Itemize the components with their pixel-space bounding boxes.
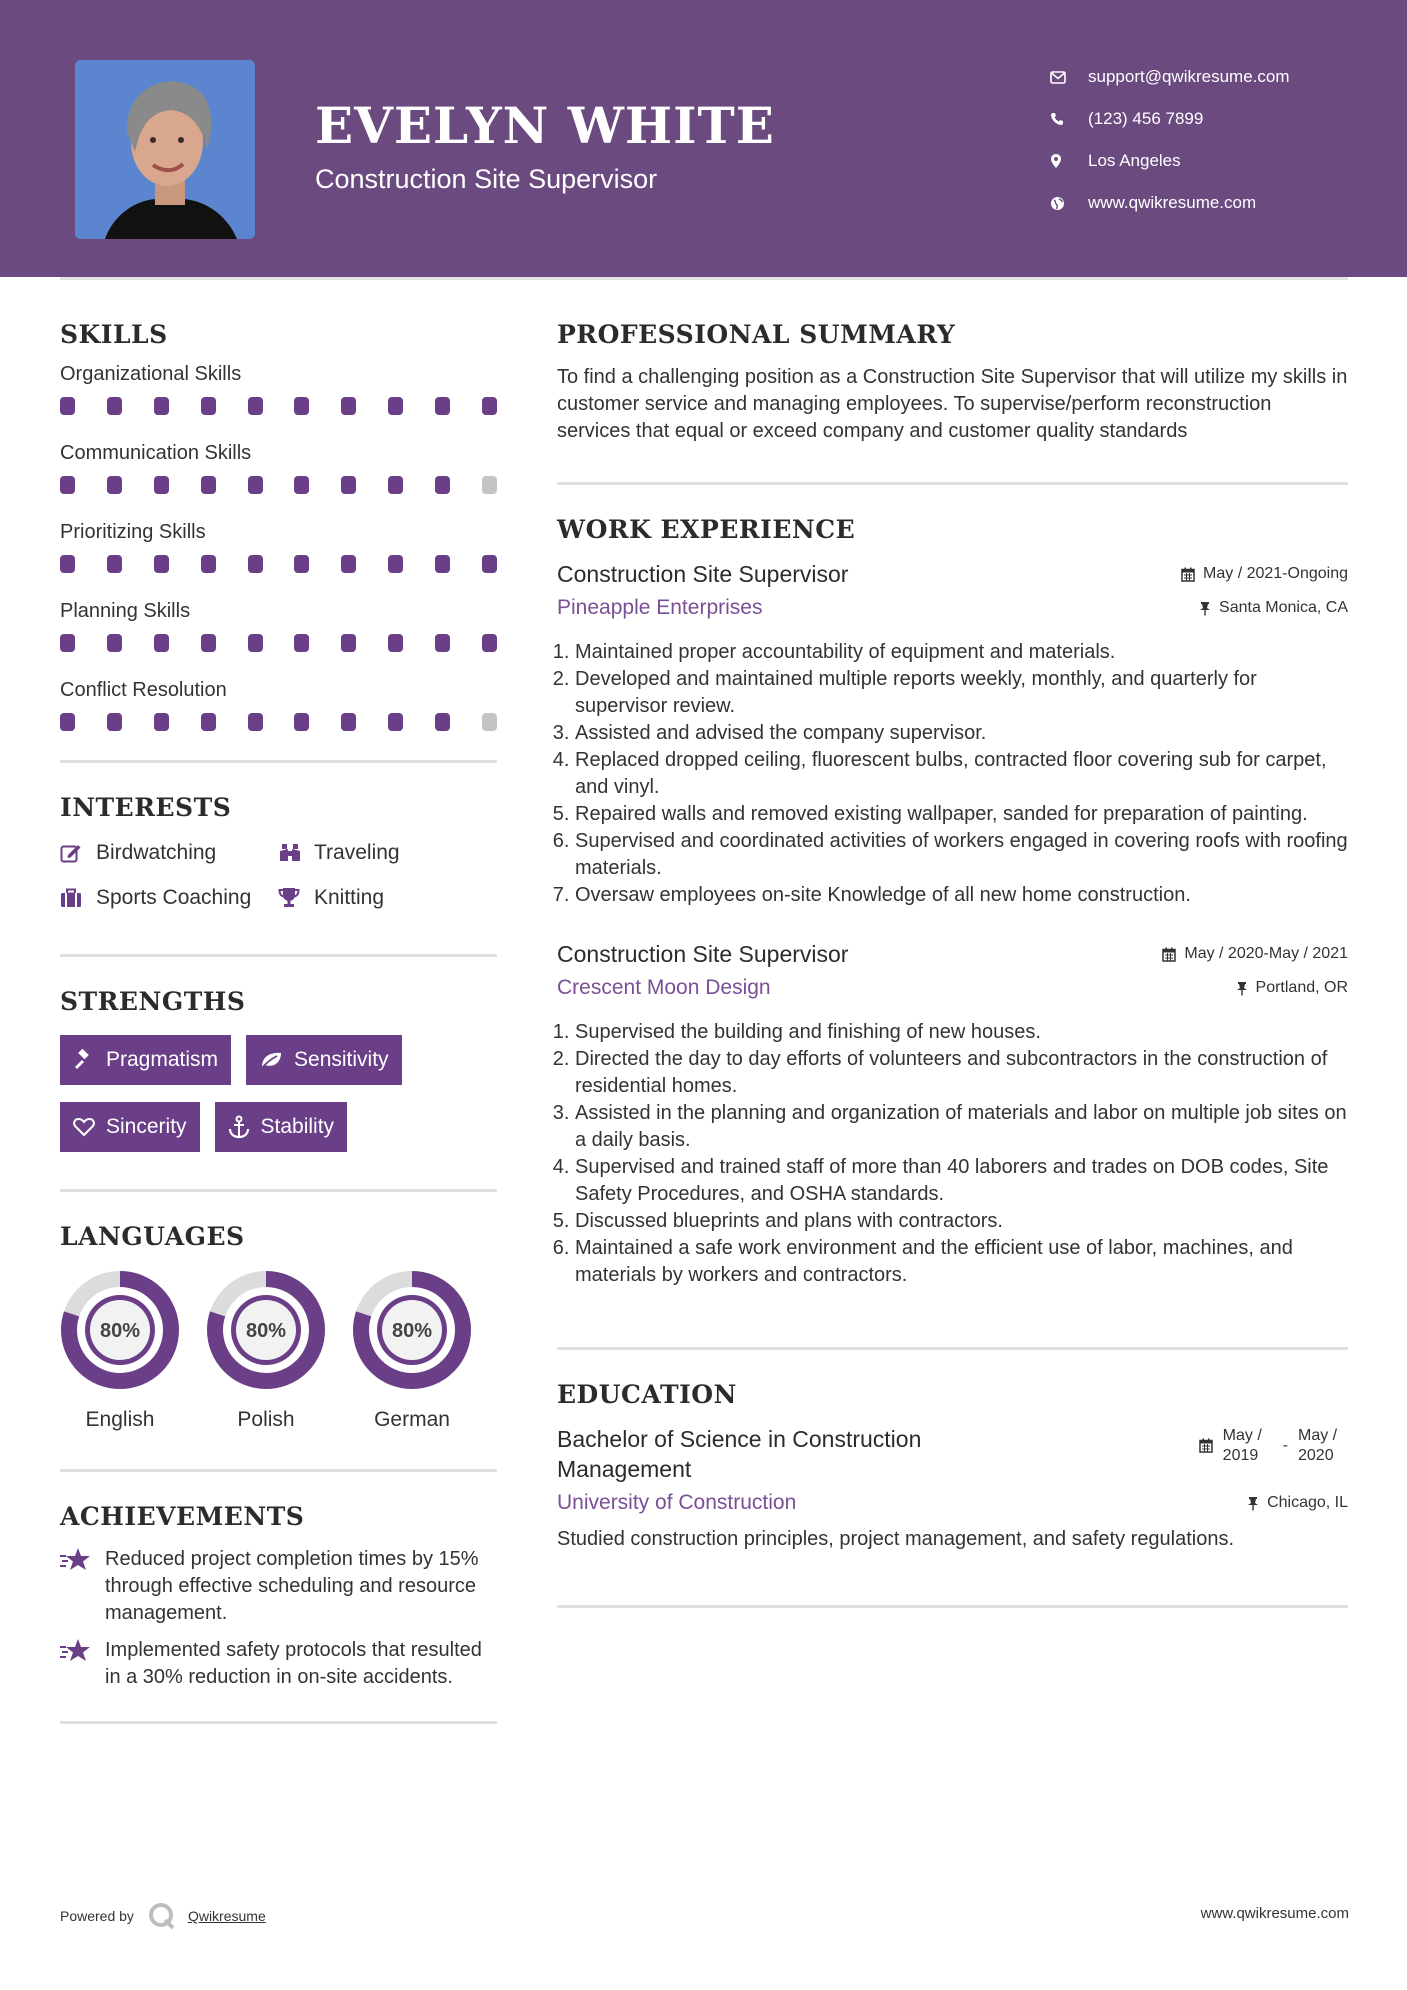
strength-label: Sincerity: [106, 1115, 187, 1138]
degree-title: Bachelor of Science in Construction Management: [557, 1426, 922, 1482]
heart-icon: [73, 1117, 95, 1137]
skill-dot-filled: [60, 555, 75, 573]
skill-dot-filled: [341, 476, 356, 494]
skill-dot-filled: [388, 397, 403, 415]
skill-dot-filled: [294, 555, 309, 573]
language-item: [352, 1270, 472, 1432]
duty-item: 2. Developed and maintained multiple reports weekly, monthly, and quarterly for supervisor review.: [575, 666, 1348, 720]
header-divider: [60, 277, 1348, 280]
section-divider: [60, 1469, 497, 1472]
skill-item: [60, 675, 497, 748]
summary-heading: PROFESSIONAL SUMMARY: [557, 320, 956, 349]
skill-rating: [60, 706, 497, 748]
skill-item: [60, 359, 497, 432]
header-banner: [0, 0, 1407, 277]
skill-rating: [60, 627, 497, 669]
duty-item: 4. Supervised and trained staff of more than 40 laborers and trades on DOB codes, Site Safety Procedures, and OSHA standards.: [575, 1154, 1348, 1208]
skill-dot-filled: [388, 713, 403, 731]
language-donut: [352, 1270, 472, 1390]
education-location-text: Chicago, IL: [1267, 1494, 1348, 1511]
language-percent: 80%: [245, 1320, 287, 1342]
candidate-name: EVELYN WHITE: [315, 96, 775, 155]
phone-icon: [1050, 112, 1088, 126]
skill-dot-filled: [201, 397, 216, 415]
skill-dot-filled: [294, 634, 309, 652]
interest-label: Sports Coaching: [96, 886, 252, 909]
job-location: [1236, 979, 1348, 997]
duty-item: 1. Supervised the building and finishing of new houses.: [575, 1019, 1348, 1046]
section-divider: [557, 482, 1348, 485]
section-divider: [60, 1721, 497, 1724]
candidate-title: Construction Site Supervisor: [315, 164, 658, 194]
star-badge-icon: [60, 1637, 105, 1691]
job-title: Construction Site Supervisor: [557, 941, 849, 967]
skill-dot-filled: [154, 713, 169, 731]
achievements-heading: ACHIEVEMENTS: [60, 1502, 305, 1531]
skill-dot-filled: [60, 634, 75, 652]
calendar-icon: [1199, 1426, 1213, 1453]
education-dates: [1199, 1424, 1348, 1466]
duty-item: 2. Directed the day to day efforts of volunteers and subcontractors in the construction of residential homes.: [575, 1046, 1348, 1100]
skill-dot-filled: [294, 397, 309, 415]
duty-item: 6. Supervised and coordinated activities of workers engaged in covering roofs with roofing materials.: [575, 828, 1348, 882]
achievement-item: [60, 1637, 497, 1691]
skill-dot-filled: [248, 713, 263, 731]
job-dates: [1181, 559, 1348, 583]
pushpin-icon: [1236, 981, 1248, 996]
skill-dot-filled: [60, 397, 75, 415]
job-entry: [557, 939, 1348, 1289]
language-donut: [60, 1270, 180, 1390]
footer-website[interactable]: www.qwikresume.com: [1200, 1905, 1349, 1922]
achievement-text: Implemented safety protocols that resulted in a 30% reduction in on-site accidents.: [105, 1639, 482, 1688]
education-heading: EDUCATION: [557, 1380, 737, 1409]
right-column: [557, 320, 1348, 1608]
gavel-icon: [73, 1049, 95, 1071]
skill-dot-filled: [60, 713, 75, 731]
section-divider: [60, 954, 497, 957]
language-donut: [206, 1270, 326, 1390]
skill-item: [60, 438, 497, 511]
envelope-icon: [1050, 71, 1088, 84]
duty-item: 3. Assisted in the planning and organization of materials and labor on multiple job sites on a daily basis.: [575, 1100, 1348, 1154]
section-divider: [60, 760, 497, 763]
skill-name: Prioritizing Skills: [60, 521, 206, 543]
interest-item: [60, 884, 278, 912]
skill-dot-filled: [388, 476, 403, 494]
skill-dot-filled: [435, 634, 450, 652]
summary-text: To find a challenging position as a Construction Site Supervisor that will utilize my skills in customer service and managing employees. To supervise/perform reconstruction services that equal or exceed company and customer quality standards: [557, 366, 1348, 442]
skill-dot-filled: [248, 555, 263, 573]
language-item: [60, 1270, 180, 1432]
company-name: Pineapple Enterprises: [557, 596, 763, 619]
contact-list: [1050, 56, 1390, 224]
contact-phone[interactable]: [1050, 98, 1390, 140]
interests-heading: INTERESTS: [60, 793, 232, 822]
skill-name: Conflict Resolution: [60, 679, 227, 701]
interests-list: [60, 839, 497, 912]
section-divider: [60, 1189, 497, 1192]
date-separator: -: [1282, 1437, 1288, 1454]
job-dates: [1162, 939, 1348, 963]
duty-item: 3. Assisted and advised the company supervisor.: [575, 720, 1348, 747]
trophy-icon: [278, 887, 314, 909]
skill-rating: [60, 390, 497, 432]
anchor-icon: [228, 1115, 250, 1139]
calendar-icon: [1181, 567, 1195, 582]
pushpin-icon: [1199, 601, 1211, 616]
interest-label: Birdwatching: [96, 841, 217, 864]
contact-website-text: www.qwikresume.com: [1088, 193, 1257, 212]
skills-heading: SKILLS: [60, 320, 168, 349]
skill-dot-filled: [60, 476, 75, 494]
portrait-image: [75, 60, 255, 239]
job-duties: [557, 1019, 1348, 1289]
skill-dot-filled: [248, 476, 263, 494]
contact-location-text: Los Angeles: [1088, 151, 1181, 170]
leaf-icon: [259, 1050, 283, 1070]
pushpin-icon: [1247, 1496, 1259, 1511]
skill-dot-filled: [201, 713, 216, 731]
skill-dot-filled: [107, 397, 122, 415]
achievements-list: [60, 1546, 497, 1691]
skill-dot-filled: [482, 555, 497, 573]
skill-dot-filled: [341, 713, 356, 731]
skill-name: Communication Skills: [60, 442, 252, 464]
duty-item: 4. Replaced dropped ceiling, fluorescent bulbs, contracted floor covering sub for carpet, and vinyl.: [575, 747, 1348, 801]
map-pin-icon: [1050, 153, 1088, 169]
skill-rating: [60, 469, 497, 511]
strength-label: Stability: [260, 1115, 335, 1138]
strength-label: Pragmatism: [106, 1048, 219, 1071]
interest-item: [278, 884, 497, 912]
duty-item: 6. Maintained a safe work environment and the efficient use of labor, machines, and materials by workers and contractors.: [575, 1235, 1348, 1289]
skill-dot-filled: [482, 634, 497, 652]
skill-dot-filled: [201, 634, 216, 652]
skill-dot-filled: [294, 476, 309, 494]
section-divider: [557, 1605, 1348, 1608]
skill-dot-filled: [388, 634, 403, 652]
edit-icon: [60, 843, 96, 863]
strength-chip: [60, 1102, 200, 1152]
skill-dot-filled: [154, 555, 169, 573]
strength-label: Sensitivity: [294, 1048, 389, 1071]
skill-dot-filled: [388, 555, 403, 573]
duty-item: 7. Oversaw employees on-site Knowledge of all new home construction.: [575, 882, 1348, 909]
contact-email-text: support@qwikresume.com: [1088, 67, 1290, 86]
school-name: University of Construction: [557, 1491, 797, 1514]
skill-dot-filled: [341, 634, 356, 652]
skills-list: [60, 359, 497, 748]
skill-dot-filled: [435, 713, 450, 731]
achievement-item: [60, 1546, 497, 1627]
qwikresume-logo-icon: [148, 1902, 176, 1930]
powered-by-label: Powered by: [60, 1908, 134, 1924]
interest-item: [60, 839, 278, 867]
job-location: [1199, 599, 1348, 617]
skill-dot-filled: [154, 397, 169, 415]
skill-dot-filled: [154, 476, 169, 494]
profile-photo: [75, 60, 255, 239]
duty-item: 5. Repaired walls and removed existing wallpaper, sanded for preparation of painting.: [575, 801, 1348, 828]
interest-label: Traveling: [314, 841, 400, 864]
achievement-text: Reduced project completion times by 15% through effective scheduling and resource management.: [105, 1548, 479, 1624]
binoculars-icon: [278, 843, 314, 863]
language-name: English: [85, 1408, 155, 1431]
skill-dot-filled: [107, 634, 122, 652]
skill-dot-filled: [107, 476, 122, 494]
contact-website[interactable]: [1050, 182, 1390, 224]
skill-dot-filled: [107, 713, 122, 731]
skill-dot-filled: [435, 555, 450, 573]
duty-item: 1. Maintained proper accountability of equipment and materials.: [575, 639, 1348, 666]
strength-chip: [60, 1035, 231, 1085]
language-percent: 80%: [99, 1320, 141, 1342]
interest-item: [278, 839, 497, 867]
left-column: [60, 320, 497, 1724]
skill-dot-filled: [201, 476, 216, 494]
education-start: May / 2019: [1222, 1427, 1262, 1464]
calendar-icon: [1162, 947, 1176, 962]
section-divider: [557, 1347, 1348, 1350]
strengths-heading: STRENGTHS: [60, 987, 246, 1016]
strengths-list: [60, 1035, 497, 1152]
education-description: Studied construction principles, project management, and safety regulations.: [557, 1528, 1235, 1550]
skill-dot-empty: [482, 713, 497, 731]
languages-heading: LANGUAGES: [60, 1222, 245, 1251]
skill-name: Organizational Skills: [60, 363, 242, 385]
skill-dot-empty: [482, 476, 497, 494]
experience-heading: WORK EXPERIENCE: [557, 515, 856, 544]
contact-location: [1050, 140, 1390, 182]
job-dates-text: May / 2021-Ongoing: [1203, 565, 1348, 582]
skill-dot-filled: [107, 555, 122, 573]
education-location: [1247, 1494, 1348, 1512]
strength-chip: [215, 1102, 348, 1152]
skill-dot-filled: [341, 555, 356, 573]
briefcase-icon: [60, 888, 96, 908]
skill-name: Planning Skills: [60, 600, 191, 622]
qwikresume-link[interactable]: Qwikresume: [187, 1908, 266, 1924]
skill-dot-filled: [154, 634, 169, 652]
skill-dot-filled: [248, 397, 263, 415]
skill-dot-filled: [294, 713, 309, 731]
skill-dot-filled: [482, 397, 497, 415]
interest-label: Knitting: [314, 886, 385, 909]
job-duties: [557, 639, 1348, 909]
footer-powered-by: [60, 1902, 266, 1930]
language-name: Polish: [237, 1408, 295, 1431]
skill-dot-filled: [341, 397, 356, 415]
contact-phone-text: (123) 456 7899: [1088, 109, 1204, 128]
company-name: Crescent Moon Design: [557, 976, 771, 999]
language-percent: 80%: [391, 1320, 433, 1342]
skill-dot-filled: [248, 634, 263, 652]
languages-list: [60, 1270, 497, 1432]
skill-dot-filled: [435, 397, 450, 415]
skill-dot-filled: [435, 476, 450, 494]
globe-icon: [1050, 196, 1088, 211]
education-entry: [557, 1424, 1348, 1553]
skill-rating: [60, 548, 497, 590]
job-location-text: Portland, OR: [1255, 979, 1348, 996]
language-item: [206, 1270, 326, 1432]
skill-item: [60, 517, 497, 590]
skill-item: [60, 596, 497, 669]
contact-email[interactable]: [1050, 56, 1390, 98]
job-title: Construction Site Supervisor: [557, 561, 849, 587]
star-badge-icon: [60, 1546, 105, 1627]
skill-dot-filled: [201, 555, 216, 573]
job-entry: [557, 559, 1348, 909]
job-location-text: Santa Monica, CA: [1219, 599, 1348, 616]
language-name: German: [374, 1408, 450, 1431]
strength-chip: [246, 1035, 402, 1085]
job-dates-text: May / 2020-May / 2021: [1184, 945, 1348, 962]
education-end: May / 2020: [1298, 1427, 1338, 1464]
duty-item: 5. Discussed blueprints and plans with contractors.: [575, 1208, 1348, 1235]
